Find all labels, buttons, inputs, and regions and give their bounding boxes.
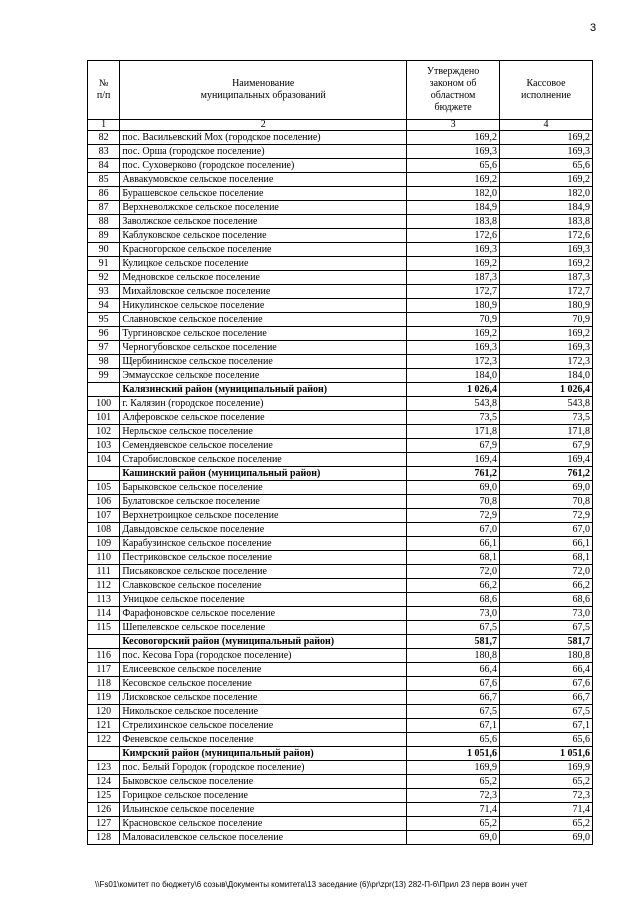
header-cash xyxy=(500,61,593,120)
table-row xyxy=(88,481,593,495)
row-name: Старобисловское сельское поселение xyxy=(120,453,407,467)
table-row xyxy=(88,579,593,593)
table-row xyxy=(88,425,593,439)
row-name: Верхневолжское сельское поселение xyxy=(120,201,407,215)
row-name: Елисеевское сельское поселение xyxy=(120,663,407,677)
column-index: 2 xyxy=(120,120,407,131)
table-row xyxy=(88,327,593,341)
table-row xyxy=(88,663,593,677)
row-number: 109 xyxy=(88,537,120,551)
row-approved: 67,0 xyxy=(407,523,500,537)
row-number: 120 xyxy=(88,705,120,719)
row-cash: 67,6 xyxy=(500,677,593,691)
row-cash: 73,0 xyxy=(500,607,593,621)
row-cash: 172,3 xyxy=(500,355,593,369)
row-name: Алферовское сельское поселение xyxy=(120,411,407,425)
table-row xyxy=(88,439,593,453)
row-approved: 169,9 xyxy=(407,761,500,775)
row-number: 114 xyxy=(88,607,120,621)
row-name: пос. Суховерково (городское поселение) xyxy=(120,159,407,173)
table-row xyxy=(88,565,593,579)
row-number: 123 xyxy=(88,761,120,775)
row-cash: 72,0 xyxy=(500,565,593,579)
table-row xyxy=(88,131,593,145)
footer-file-path: \\Fs01\комитет по бюджету\6 созыв\Документы комитета\13 заседание (6)\pr\zpr(13) 282-П-6\Прил 23 перв воин учет xyxy=(95,880,528,889)
table-row xyxy=(88,397,593,411)
row-approved: 171,8 xyxy=(407,425,500,439)
table-row xyxy=(88,523,593,537)
column-index: 3 xyxy=(407,120,500,131)
row-cash: 67,9 xyxy=(500,439,593,453)
row-name: Быковское сельское поселение xyxy=(120,775,407,789)
row-number: 115 xyxy=(88,621,120,635)
row-number: 89 xyxy=(88,229,120,243)
row-cash: 543,8 xyxy=(500,397,593,411)
table-row xyxy=(88,607,593,621)
row-name: пос. Орша (городское поселение) xyxy=(120,145,407,159)
header-name-text: Наименование муниципальных образований xyxy=(200,78,326,101)
row-cash: 169,2 xyxy=(500,257,593,271)
table-row xyxy=(88,313,593,327)
table-row xyxy=(88,817,593,831)
table-row xyxy=(88,145,593,159)
row-cash: 67,0 xyxy=(500,523,593,537)
table-header-row xyxy=(88,61,593,120)
row-cash: 68,1 xyxy=(500,551,593,565)
row-cash: 72,9 xyxy=(500,509,593,523)
row-approved: 184,9 xyxy=(407,201,500,215)
table-row xyxy=(88,831,593,845)
row-name: Горицкое сельское поселение xyxy=(120,789,407,803)
row-cash: 183,8 xyxy=(500,215,593,229)
row-number: 92 xyxy=(88,271,120,285)
row-number: 118 xyxy=(88,677,120,691)
row-number: 94 xyxy=(88,299,120,313)
row-number: 88 xyxy=(88,215,120,229)
row-cash: 70,8 xyxy=(500,495,593,509)
row-approved: 761,2 xyxy=(407,467,500,481)
row-name: Бурашевское сельское поселение xyxy=(120,187,407,201)
header-num-text: № п/п xyxy=(96,78,111,101)
table-row xyxy=(88,257,593,271)
row-approved: 184,0 xyxy=(407,369,500,383)
row-cash: 66,4 xyxy=(500,663,593,677)
row-number: 112 xyxy=(88,579,120,593)
row-name: Тургиновское сельское поселение xyxy=(120,327,407,341)
row-cash: 65,6 xyxy=(500,159,593,173)
row-approved: 73,0 xyxy=(407,607,500,621)
header-cash-text: Кассовое исполнение xyxy=(521,78,571,101)
row-cash: 180,9 xyxy=(500,299,593,313)
row-number xyxy=(88,747,120,761)
row-approved: 73,5 xyxy=(407,411,500,425)
row-cash: 169,4 xyxy=(500,453,593,467)
table-row xyxy=(88,649,593,663)
row-cash: 182,0 xyxy=(500,187,593,201)
row-name: Никулинское сельское поселение xyxy=(120,299,407,313)
row-name: Нерльское сельское поселение xyxy=(120,425,407,439)
row-number: 127 xyxy=(88,817,120,831)
page-number: 3 xyxy=(590,22,597,34)
budget-table xyxy=(87,60,593,845)
row-cash: 65,2 xyxy=(500,775,593,789)
row-name: Черногубовское сельское поселение xyxy=(120,341,407,355)
row-number: 107 xyxy=(88,509,120,523)
row-name: Маловасилевское сельское поселение xyxy=(120,831,407,845)
row-cash: 72,3 xyxy=(500,789,593,803)
row-cash: 169,2 xyxy=(500,327,593,341)
row-approved: 1 026,4 xyxy=(407,383,500,397)
row-cash: 172,6 xyxy=(500,229,593,243)
row-number: 99 xyxy=(88,369,120,383)
row-cash: 169,3 xyxy=(500,145,593,159)
row-approved: 65,2 xyxy=(407,775,500,789)
row-number: 102 xyxy=(88,425,120,439)
row-approved: 169,2 xyxy=(407,131,500,145)
row-approved: 67,6 xyxy=(407,677,500,691)
row-approved: 169,3 xyxy=(407,145,500,159)
row-approved: 183,8 xyxy=(407,215,500,229)
table-row xyxy=(88,803,593,817)
row-name: Красногорское сельское поселение xyxy=(120,243,407,257)
row-approved: 72,0 xyxy=(407,565,500,579)
row-approved: 66,2 xyxy=(407,579,500,593)
row-name: Калязинский район (муниципальный район) xyxy=(120,383,407,397)
table-row xyxy=(88,215,593,229)
row-cash: 67,5 xyxy=(500,621,593,635)
row-approved: 180,9 xyxy=(407,299,500,313)
table-row xyxy=(88,285,593,299)
row-approved: 65,6 xyxy=(407,159,500,173)
row-approved: 66,4 xyxy=(407,663,500,677)
row-approved: 169,3 xyxy=(407,243,500,257)
table-row xyxy=(88,495,593,509)
table-row xyxy=(88,789,593,803)
row-name: Заволжское сельское поселение xyxy=(120,215,407,229)
row-number: 125 xyxy=(88,789,120,803)
row-number: 121 xyxy=(88,719,120,733)
row-number: 85 xyxy=(88,173,120,187)
row-name: Кимрский район (муниципальный район) xyxy=(120,747,407,761)
row-name: Красновское сельское поселение xyxy=(120,817,407,831)
row-number: 119 xyxy=(88,691,120,705)
row-cash: 66,1 xyxy=(500,537,593,551)
row-approved: 68,6 xyxy=(407,593,500,607)
row-cash: 67,1 xyxy=(500,719,593,733)
column-index: 1 xyxy=(88,120,120,131)
row-number: 90 xyxy=(88,243,120,257)
table-row xyxy=(88,509,593,523)
row-number: 93 xyxy=(88,285,120,299)
row-cash: 66,2 xyxy=(500,579,593,593)
row-cash: 169,3 xyxy=(500,243,593,257)
row-name: Кулицкое сельское поселение xyxy=(120,257,407,271)
row-cash: 66,7 xyxy=(500,691,593,705)
header-approved-text: Утверждено законом об областном бюджете xyxy=(426,66,480,113)
row-cash: 68,6 xyxy=(500,593,593,607)
table-row xyxy=(88,733,593,747)
table-row xyxy=(88,243,593,257)
row-number: 110 xyxy=(88,551,120,565)
row-number: 113 xyxy=(88,593,120,607)
row-cash: 65,2 xyxy=(500,817,593,831)
row-cash: 180,8 xyxy=(500,649,593,663)
row-name: Пестриковское сельское поселение xyxy=(120,551,407,565)
row-cash: 69,0 xyxy=(500,831,593,845)
row-name: Лисковское сельское поселение xyxy=(120,691,407,705)
table-row xyxy=(88,411,593,425)
row-cash: 69,0 xyxy=(500,481,593,495)
row-approved: 72,9 xyxy=(407,509,500,523)
column-index-row xyxy=(88,120,593,131)
row-name: Булатовское сельское поселение xyxy=(120,495,407,509)
row-number: 124 xyxy=(88,775,120,789)
row-approved: 70,9 xyxy=(407,313,500,327)
row-name: Шепелевское сельское поселение xyxy=(120,621,407,635)
row-name: Фарафоновское сельское поселение xyxy=(120,607,407,621)
table-row xyxy=(88,271,593,285)
row-approved: 543,8 xyxy=(407,397,500,411)
row-cash: 169,2 xyxy=(500,173,593,187)
row-name: Эммаусское сельское поселение xyxy=(120,369,407,383)
row-number: 82 xyxy=(88,131,120,145)
row-number: 117 xyxy=(88,663,120,677)
row-approved: 67,1 xyxy=(407,719,500,733)
table-row xyxy=(88,705,593,719)
district-row xyxy=(88,635,593,649)
row-number: 103 xyxy=(88,439,120,453)
table-row xyxy=(88,719,593,733)
table-row xyxy=(88,201,593,215)
row-name: пос. Белый Городок (городское поселение) xyxy=(120,761,407,775)
row-name: Никольское сельское поселение xyxy=(120,705,407,719)
row-name: Каблуковское сельское поселение xyxy=(120,229,407,243)
row-name: Ильинское сельское поселение xyxy=(120,803,407,817)
table-row xyxy=(88,593,593,607)
table-row xyxy=(88,537,593,551)
row-approved: 69,0 xyxy=(407,831,500,845)
row-number: 111 xyxy=(88,565,120,579)
row-cash: 73,5 xyxy=(500,411,593,425)
row-number: 104 xyxy=(88,453,120,467)
table-row xyxy=(88,159,593,173)
row-name: Стрелихинское сельское поселение xyxy=(120,719,407,733)
table-row xyxy=(88,187,593,201)
row-number xyxy=(88,635,120,649)
row-name: Аввакумовское сельское поселение xyxy=(120,173,407,187)
district-row xyxy=(88,747,593,761)
row-name: Кесовогорский район (муниципальный район) xyxy=(120,635,407,649)
header-name xyxy=(120,61,407,120)
row-name: пос. Кесова Гора (городское поселение) xyxy=(120,649,407,663)
table-row xyxy=(88,229,593,243)
row-approved: 71,4 xyxy=(407,803,500,817)
district-row xyxy=(88,383,593,397)
row-name: Семендяевское сельское поселение xyxy=(120,439,407,453)
row-number: 86 xyxy=(88,187,120,201)
row-approved: 65,2 xyxy=(407,817,500,831)
row-name: г. Калязин (городское поселение) xyxy=(120,397,407,411)
row-name: Славковское сельское поселение xyxy=(120,579,407,593)
row-number: 126 xyxy=(88,803,120,817)
row-name: Карабузинское сельское поселение xyxy=(120,537,407,551)
row-cash: 187,3 xyxy=(500,271,593,285)
row-approved: 169,2 xyxy=(407,257,500,271)
row-name: Феневское сельское поселение xyxy=(120,733,407,747)
header-approved xyxy=(407,61,500,120)
row-approved: 187,3 xyxy=(407,271,500,285)
row-name: Михайловское сельское поселение xyxy=(120,285,407,299)
row-cash: 1 026,4 xyxy=(500,383,593,397)
row-approved: 67,5 xyxy=(407,621,500,635)
row-number: 116 xyxy=(88,649,120,663)
row-name: Давыдовское сельское поселение xyxy=(120,523,407,537)
table-row xyxy=(88,551,593,565)
row-name: Верхнетроицкое сельское поселение xyxy=(120,509,407,523)
row-number: 101 xyxy=(88,411,120,425)
table-row xyxy=(88,173,593,187)
table-row xyxy=(88,621,593,635)
row-cash: 70,9 xyxy=(500,313,593,327)
row-approved: 172,3 xyxy=(407,355,500,369)
row-cash: 1 051,6 xyxy=(500,747,593,761)
row-number: 96 xyxy=(88,327,120,341)
row-name: Барыковское сельское поселение xyxy=(120,481,407,495)
table-row xyxy=(88,341,593,355)
row-name: Щербининское сельское поселение xyxy=(120,355,407,369)
row-number xyxy=(88,383,120,397)
row-number: 106 xyxy=(88,495,120,509)
row-cash: 67,5 xyxy=(500,705,593,719)
row-approved: 68,1 xyxy=(407,551,500,565)
row-approved: 581,7 xyxy=(407,635,500,649)
row-approved: 1 051,6 xyxy=(407,747,500,761)
row-cash: 184,0 xyxy=(500,369,593,383)
row-number: 91 xyxy=(88,257,120,271)
table-row xyxy=(88,453,593,467)
row-approved: 69,0 xyxy=(407,481,500,495)
row-number: 83 xyxy=(88,145,120,159)
row-number: 122 xyxy=(88,733,120,747)
row-approved: 67,5 xyxy=(407,705,500,719)
row-approved: 180,8 xyxy=(407,649,500,663)
row-cash: 169,3 xyxy=(500,341,593,355)
row-approved: 66,7 xyxy=(407,691,500,705)
row-number: 95 xyxy=(88,313,120,327)
row-number: 108 xyxy=(88,523,120,537)
row-cash: 169,2 xyxy=(500,131,593,145)
table-row xyxy=(88,691,593,705)
row-number: 84 xyxy=(88,159,120,173)
row-approved: 169,2 xyxy=(407,327,500,341)
table-row xyxy=(88,775,593,789)
table-row xyxy=(88,299,593,313)
row-approved: 72,3 xyxy=(407,789,500,803)
row-approved: 172,6 xyxy=(407,229,500,243)
row-number: 128 xyxy=(88,831,120,845)
row-approved: 182,0 xyxy=(407,187,500,201)
row-number: 98 xyxy=(88,355,120,369)
table-row xyxy=(88,761,593,775)
header-num xyxy=(88,61,120,120)
row-number: 97 xyxy=(88,341,120,355)
row-number: 100 xyxy=(88,397,120,411)
row-cash: 172,7 xyxy=(500,285,593,299)
row-cash: 581,7 xyxy=(500,635,593,649)
row-name: пос. Васильевский Мох (городское поселение) xyxy=(120,131,407,145)
row-cash: 65,6 xyxy=(500,733,593,747)
district-row xyxy=(88,467,593,481)
row-cash: 761,2 xyxy=(500,467,593,481)
row-name: Письяковское сельское поселение xyxy=(120,565,407,579)
row-number xyxy=(88,467,120,481)
row-cash: 169,9 xyxy=(500,761,593,775)
row-approved: 67,9 xyxy=(407,439,500,453)
table-row xyxy=(88,355,593,369)
row-approved: 66,1 xyxy=(407,537,500,551)
row-name: Медновское сельское поселение xyxy=(120,271,407,285)
row-name: Уницкое сельское поселение xyxy=(120,593,407,607)
table-row xyxy=(88,677,593,691)
row-name: Славновское сельское поселение xyxy=(120,313,407,327)
column-index: 4 xyxy=(500,120,593,131)
row-approved: 70,8 xyxy=(407,495,500,509)
row-number: 105 xyxy=(88,481,120,495)
row-approved: 169,4 xyxy=(407,453,500,467)
row-name: Кесовское сельское поселение xyxy=(120,677,407,691)
row-approved: 169,3 xyxy=(407,341,500,355)
row-cash: 71,4 xyxy=(500,803,593,817)
row-approved: 172,7 xyxy=(407,285,500,299)
row-name: Кашинский район (муниципальный район) xyxy=(120,467,407,481)
row-number: 87 xyxy=(88,201,120,215)
row-approved: 65,6 xyxy=(407,733,500,747)
row-approved: 169,2 xyxy=(407,173,500,187)
table-row xyxy=(88,369,593,383)
row-cash: 171,8 xyxy=(500,425,593,439)
row-cash: 184,9 xyxy=(500,201,593,215)
